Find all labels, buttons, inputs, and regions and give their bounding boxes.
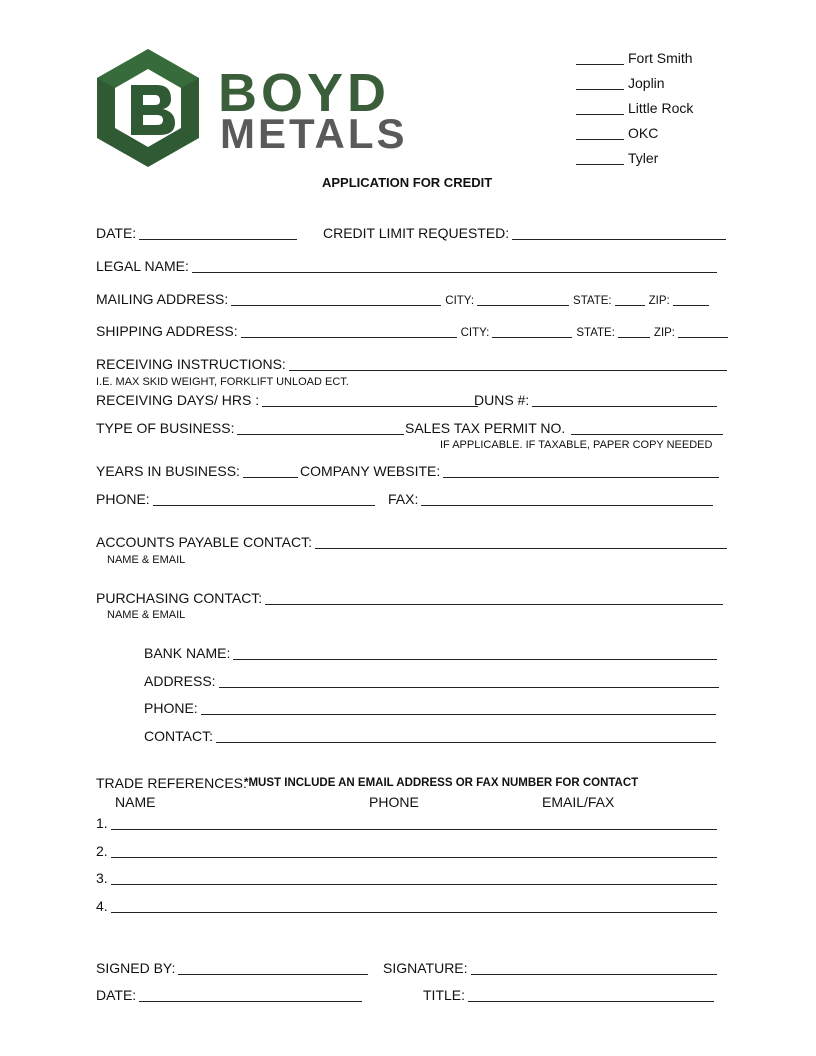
years-in-business-label: YEARS IN BUSINESS: (96, 463, 240, 479)
mailing-city-field[interactable] (477, 305, 569, 306)
legal-name-label: LEGAL NAME: (96, 258, 189, 274)
trade-col-phone: PHONE (369, 794, 419, 810)
credit-limit-field[interactable] (512, 239, 726, 240)
shipping-zip-field[interactable] (678, 337, 728, 338)
mailing-address-field[interactable] (231, 305, 441, 306)
mailing-address-label: MAILING ADDRESS: (96, 291, 229, 307)
trade-col-name: NAME (115, 794, 156, 810)
trade-reference-row: 1. (96, 815, 717, 831)
ap-contact-field[interactable] (315, 548, 727, 549)
signature-field[interactable] (471, 974, 717, 975)
bank-name-field[interactable] (233, 659, 717, 660)
fax-label: FAX: (388, 491, 419, 507)
fax-field[interactable] (421, 505, 713, 506)
title-field[interactable] (468, 1001, 714, 1002)
trade-reference-row: 4. (96, 898, 717, 914)
bank-address-label: ADDRESS: (144, 673, 216, 689)
trade-references-note: *MUST INCLUDE AN EMAIL ADDRESS OR FAX NUMBER FOR CONTACT (244, 777, 639, 789)
hexagon-b-logo-icon (95, 47, 201, 169)
trade-reference-row: 3. (96, 870, 717, 886)
legal-name-field[interactable] (192, 272, 717, 273)
location-item[interactable]: OKC (576, 125, 693, 150)
shipping-address-field[interactable] (241, 337, 457, 338)
shipping-city-field[interactable] (492, 337, 572, 338)
receiving-instructions-label: RECEIVING INSTRUCTIONS: (96, 356, 286, 372)
form-title: APPLICATION FOR CREDIT (322, 175, 493, 190)
mailing-zip-field[interactable] (673, 305, 709, 306)
ap-contact-label: ACCOUNTS PAYABLE CONTACT: (96, 534, 312, 550)
credit-limit-label: CREDIT LIMIT REQUESTED: (323, 225, 510, 241)
location-item[interactable]: Tyler (576, 150, 693, 175)
shipping-state-label: STATE: (576, 327, 615, 339)
sign-date-label: DATE: (96, 987, 137, 1003)
company-website-field[interactable] (443, 477, 719, 478)
mailing-city-label: CITY: (445, 295, 475, 307)
trade-references-label: TRADE REFERENCES: (96, 775, 247, 791)
years-in-business-field[interactable] (243, 477, 298, 478)
duns-label: DUNS #: (474, 392, 530, 408)
date-label: DATE: (96, 225, 137, 241)
signed-by-field[interactable] (178, 974, 368, 975)
duns-field[interactable] (532, 406, 717, 407)
date-field[interactable] (139, 239, 297, 240)
mailing-state-field[interactable] (615, 305, 645, 306)
trade-reference-row: 2. (96, 843, 717, 859)
receiving-days-label: RECEIVING DAYS/ HRS : (96, 392, 260, 408)
location-item[interactable]: Fort Smith (576, 50, 693, 75)
sign-date-field[interactable] (139, 1001, 362, 1002)
bank-contact-label: CONTACT: (144, 728, 213, 744)
bank-name-label: BANK NAME: (144, 645, 231, 661)
title-label: TITLE: (423, 987, 466, 1003)
ap-contact-note: NAME & EMAIL (107, 554, 186, 566)
purchasing-contact-label: PURCHASING CONTACT: (96, 590, 263, 606)
trade-reference-field[interactable] (111, 829, 717, 830)
type-of-business-field[interactable] (237, 434, 404, 435)
logo-wordmark-metals: METALS (220, 110, 408, 157)
mailing-zip-label: ZIP: (648, 295, 670, 307)
trade-reference-field[interactable] (111, 884, 717, 885)
receiving-instructions-field[interactable] (289, 370, 727, 371)
sales-tax-label: SALES TAX PERMIT NO. (405, 420, 566, 436)
location-checklist (576, 50, 693, 175)
location-item[interactable]: Little Rock (576, 100, 693, 125)
shipping-zip-label: ZIP: (653, 327, 676, 339)
receiving-instructions-note: I.E. MAX SKID WEIGHT, FORKLIFT UNLOAD ECT. (96, 376, 349, 388)
shipping-city-label: CITY: (460, 327, 490, 339)
shipping-state-field[interactable] (618, 337, 650, 338)
bank-address-field[interactable] (219, 687, 719, 688)
sales-tax-note: IF APPLICABLE. IF TAXABLE, PAPER COPY NEEDED (440, 439, 713, 451)
purchasing-contact-field[interactable] (265, 604, 723, 605)
phone-field[interactable] (153, 505, 375, 506)
location-item[interactable]: Joplin (576, 75, 693, 100)
company-website-label: COMPANY WEBSITE: (300, 463, 441, 479)
receiving-days-field[interactable] (262, 406, 478, 407)
trade-reference-field[interactable] (111, 912, 717, 913)
shipping-address-label: SHIPPING ADDRESS: (96, 323, 238, 339)
type-of-business-label: TYPE OF BUSINESS: (96, 420, 235, 436)
bank-phone-label: PHONE: (144, 700, 198, 716)
signature-label: SIGNATURE: (383, 960, 468, 976)
trade-reference-field[interactable] (111, 857, 717, 858)
mailing-state-label: STATE: (573, 295, 612, 307)
signed-by-label: SIGNED BY: (96, 960, 176, 976)
trade-col-email: EMAIL/FAX (542, 794, 615, 810)
sales-tax-field[interactable] (571, 434, 723, 435)
phone-label: PHONE: (96, 491, 150, 507)
bank-phone-field[interactable] (201, 714, 716, 715)
purchasing-contact-note: NAME & EMAIL (107, 609, 186, 621)
logo-wordmark-boyd: BOYD (218, 63, 391, 123)
boyd-metals-logo (95, 47, 201, 174)
bank-contact-field[interactable] (216, 742, 716, 743)
